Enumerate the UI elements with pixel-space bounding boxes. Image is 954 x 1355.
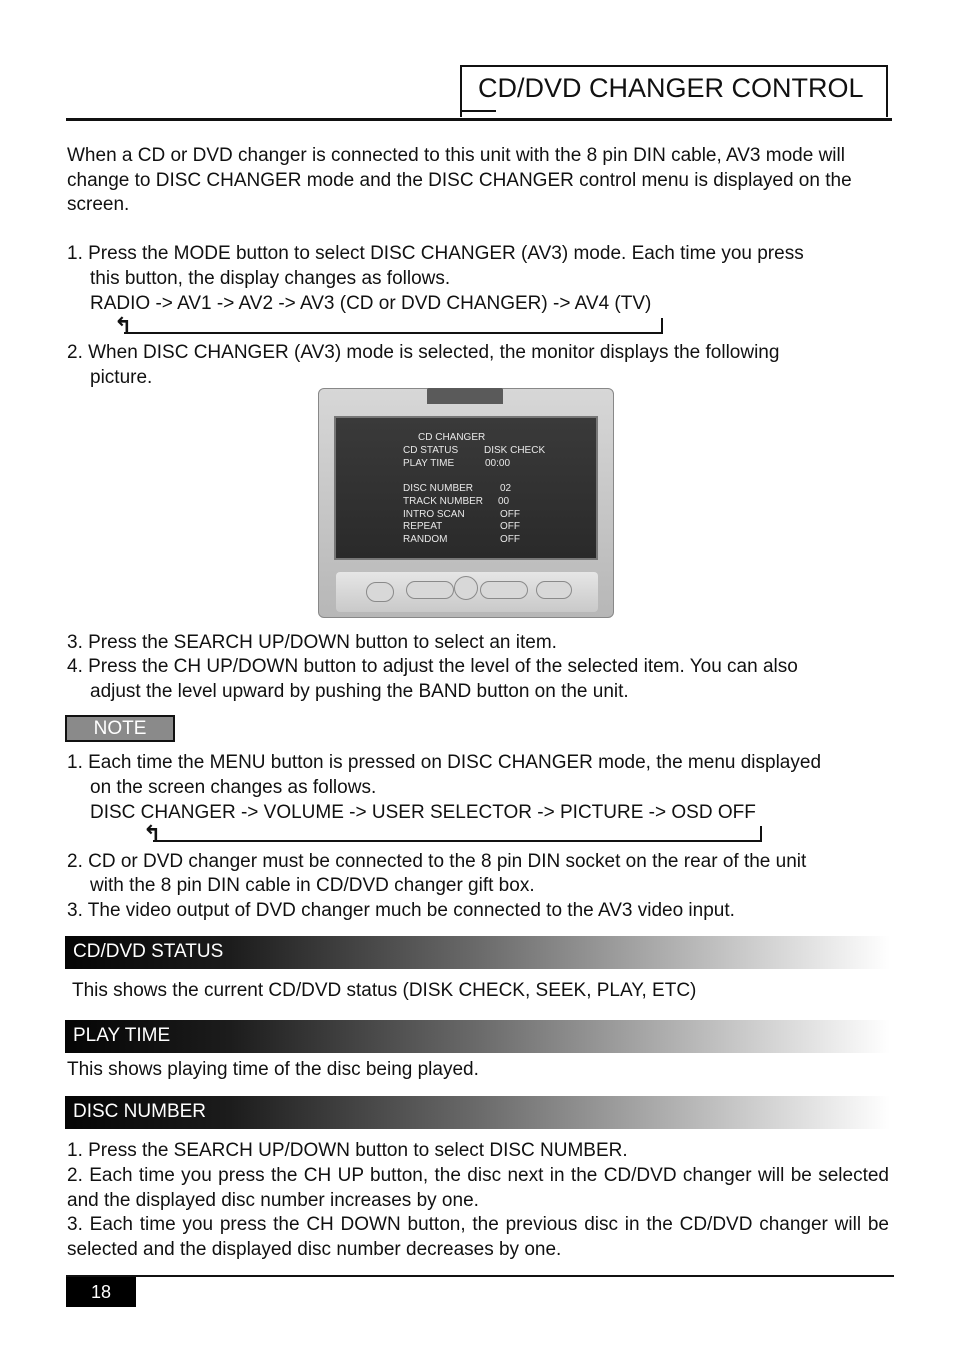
note-1-line-2: on the screen changes as follows. (90, 777, 377, 798)
step-2-line-2: picture. (90, 367, 153, 388)
osd-value-repeat: OFF (500, 521, 520, 532)
footer-rule (66, 1275, 894, 1277)
mute-button-graphic (536, 581, 572, 599)
section-header-disc-number: DISC NUMBER (65, 1096, 890, 1129)
section-header-status: CD/DVD STATUS (65, 936, 890, 969)
osd-value-playtime: 00:00 (485, 458, 511, 469)
osd-label-repeat: REPEAT (403, 521, 443, 532)
note-1-line-1: 1. Each time the MENU button is pressed on DISC CHANGER mode, the menu displayed (67, 752, 822, 773)
osd-label-random: RANDOM (403, 534, 448, 545)
menu-loop-arrow-icon: ↰ (143, 821, 162, 846)
page-title: CD/DVD CHANGER CONTROL (460, 65, 888, 117)
osd-label-intro-scan: INTRO SCAN (403, 509, 465, 520)
power-button-graphic (366, 582, 394, 602)
osd-title: CD CHANGER (418, 432, 486, 443)
title-tick (460, 110, 496, 112)
page-number: 18 (66, 1277, 136, 1307)
step-1-sequence: RADIO -> AV1 -> AV2 -> AV3 (CD or DVD CHANGER) -> AV4 (TV) (90, 293, 652, 314)
osd-value-intro-scan: OFF (500, 509, 520, 520)
status-description: This shows the current CD/DVD status (DISK CHECK, SEEK, PLAY, ETC) (72, 980, 697, 1001)
step-2-line-1: 2. When DISC CHANGER (AV3) mode is selected, the monitor displays the following (67, 342, 780, 363)
osd-value-random: OFF (500, 534, 520, 545)
step-4-line-2: adjust the level upward by pushing the BAND button on the unit. (90, 681, 629, 702)
monitor-top-tab (427, 388, 503, 404)
header-rule (66, 118, 892, 121)
loop-arrow-line (124, 318, 663, 334)
monitor-control-panel (336, 572, 598, 612)
osd-value-track-number: 00 (498, 496, 510, 507)
note-label: NOTE (65, 715, 175, 742)
search-button-graphic (480, 581, 528, 599)
note-2-line-1: 2. CD or DVD changer must be connected to the 8 pin DIN socket on the rear of the unit (67, 851, 807, 872)
osd-value-status: DISK CHECK (484, 445, 546, 456)
step-1-line-2: this button, the display changes as follows. (90, 268, 451, 289)
osd-label-playtime: PLAY TIME (403, 458, 455, 469)
note-3: 3. The video output of DVD changer much be connected to the AV3 video input. (67, 900, 735, 921)
disc-number-step-2: 2. Each time you press the CH UP button, the disc next in the CD/DVD changer will be selected and the displayed disc number increases by one. (67, 1165, 889, 1211)
disc-number-step-1: 1. Press the SEARCH UP/DOWN button to select DISC NUMBER. (67, 1140, 628, 1161)
step-3: 3. Press the SEARCH UP/DOWN button to select an item. (67, 632, 557, 653)
section-header-play-time: PLAY TIME (65, 1020, 890, 1053)
play-time-description: This shows playing time of the disc being played. (67, 1059, 479, 1080)
note-1-sequence: DISC CHANGER -> VOLUME -> USER SELECTOR -> PICTURE -> OSD OFF (90, 802, 756, 823)
osd-label-status: CD STATUS (403, 445, 459, 456)
note-2-line-2: with the 8 pin DIN cable in CD/DVD changer gift box. (90, 875, 535, 896)
step-4-line-1: 4. Press the CH UP/DOWN button to adjust the level of the selected item. You can also (67, 656, 798, 677)
loop-arrow-icon: ↰ (114, 313, 133, 338)
osd-value-disc-number: 02 (500, 483, 512, 494)
menu-loop-arrow-line (153, 826, 762, 842)
volume-button-graphic (406, 581, 454, 599)
osd-label-disc-number: DISC NUMBER (403, 483, 474, 494)
osd-label-track-number: TRACK NUMBER (403, 496, 484, 507)
step-1-line-1: 1. Press the MODE button to select DISC CHANGER (AV3) mode. Each time you press (67, 243, 804, 264)
disc-number-step-3: 3. Each time you press the CH DOWN button, the previous disc in the CD/DVD changer will be selected and the displayed disc number decreases by one. (67, 1214, 889, 1260)
center-knob-graphic (454, 576, 478, 600)
intro-paragraph: When a CD or DVD changer is connected to this unit with the 8 pin DIN cable, AV3 mode will change to DISC CHANGER mode and the DISC CHANGER control menu is displayed on the screen. (67, 145, 852, 216)
